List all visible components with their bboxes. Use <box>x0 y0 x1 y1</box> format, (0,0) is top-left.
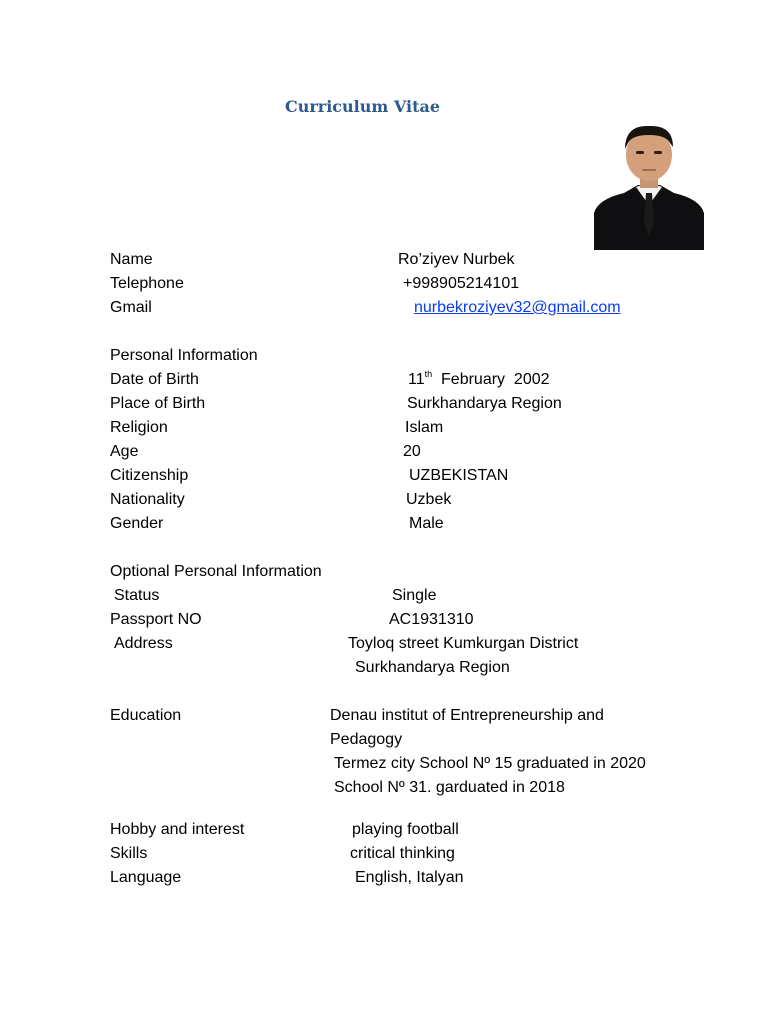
telephone-label: Telephone <box>110 275 184 292</box>
name-label: Name <box>110 251 153 268</box>
education-label: Education <box>110 707 182 724</box>
telephone-value: +998905214101 <box>403 275 520 292</box>
address-line-1: Toyloq street Kumkurgan District <box>348 635 579 652</box>
passport-label: Passport NO <box>110 611 202 628</box>
name-value: Ro’ziyev Nurbek <box>398 251 515 268</box>
address-label: Address <box>114 635 173 652</box>
citizenship-label: Citizenship <box>110 467 189 484</box>
document-title: Curriculum Vitae <box>285 97 441 116</box>
age-label: Age <box>110 443 139 460</box>
citizenship-value: UZBEKISTAN <box>409 467 509 484</box>
address-line-2: Surkhandarya Region <box>355 659 510 676</box>
education-line-4: School Nº 31. garduated in 2018 <box>334 779 565 796</box>
dob-day: 11 <box>408 371 425 388</box>
portrait-image <box>594 113 704 250</box>
status-value: Single <box>392 587 437 604</box>
status-label: Status <box>114 587 160 604</box>
education-line-2: Pedagogy <box>330 731 403 748</box>
religion-label: Religion <box>110 419 168 436</box>
dob-value <box>408 370 550 390</box>
education-line-3: Termez city School Nº 15 graduated in 2020 <box>334 755 646 772</box>
religion-value: Islam <box>405 419 444 436</box>
age-value: 20 <box>403 443 421 460</box>
nationality-value: Uzbek <box>406 491 452 508</box>
hobby-value: playing football <box>352 821 459 838</box>
gmail-link[interactable]: nurbekroziyev32@gmail.com <box>414 299 621 316</box>
personal-info-heading: Personal Information <box>110 347 258 364</box>
portrait-photo <box>594 113 704 250</box>
dob-label: Date of Birth <box>110 371 199 388</box>
language-value: English, Italyan <box>355 869 464 886</box>
pob-label: Place of Birth <box>110 395 206 412</box>
gender-label: Gender <box>110 515 164 532</box>
nationality-label: Nationality <box>110 491 185 508</box>
optional-info-heading: Optional Personal Information <box>110 563 322 580</box>
dob-suffix: th <box>424 368 433 379</box>
gmail-label: Gmail <box>110 299 152 316</box>
dob-rest: February 2002 <box>432 371 550 388</box>
skills-value: critical thinking <box>350 845 455 862</box>
skills-label: Skills <box>110 845 148 862</box>
passport-value: AC1931310 <box>389 611 474 628</box>
pob-value: Surkhandarya Region <box>407 395 562 412</box>
education-line-1: Denau institut of Entrepreneurship and <box>330 707 604 724</box>
gender-value: Male <box>409 515 444 532</box>
hobby-label: Hobby and interest <box>110 821 245 838</box>
language-label: Language <box>110 869 182 886</box>
